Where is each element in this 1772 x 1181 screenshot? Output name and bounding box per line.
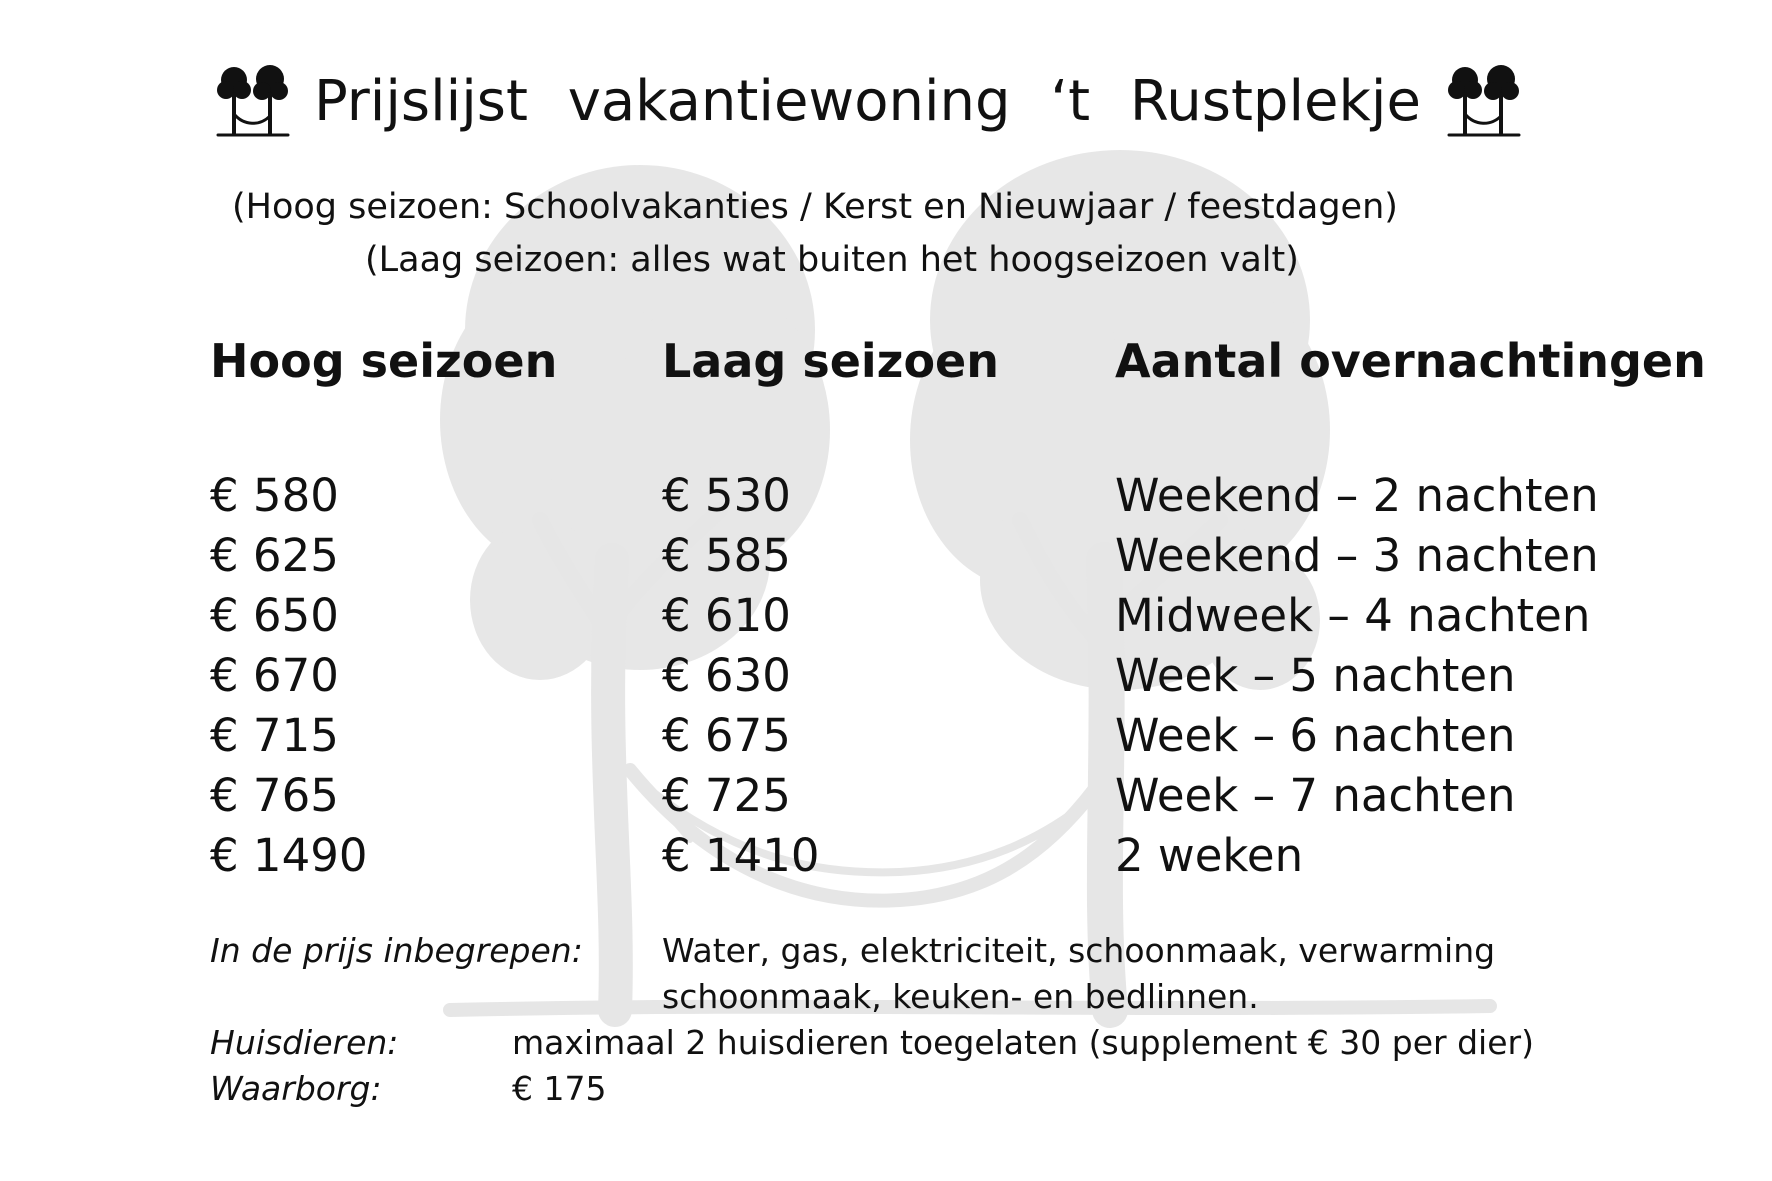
nights-label: Weekend – 3 nachten — [1115, 529, 1599, 582]
high-season-price: € 1490 — [210, 829, 368, 882]
included-value-line1: Water, gas, elektriciteit, schoonmaak, verwarming — [662, 931, 1496, 970]
column-header-nights: Aantal overnachtingen — [1115, 334, 1706, 388]
nights-label: Week – 7 nachten — [1115, 769, 1516, 822]
high-season-price: € 765 — [210, 769, 339, 822]
title-row — [210, 52, 1525, 152]
low-season-price: € 610 — [662, 589, 791, 642]
nights-label: Week – 6 nachten — [1115, 709, 1516, 762]
nights-label: Weekend – 2 nachten — [1115, 469, 1599, 522]
nights-label: Week – 5 nachten — [1115, 649, 1516, 702]
low-season-note: (Laag seizoen: alles wat buiten het hoogseizoen valt) — [365, 240, 1299, 280]
high-season-column — [210, 334, 558, 886]
high-season-price: € 715 — [210, 709, 339, 762]
trees-hammock-icon — [1441, 60, 1525, 144]
column-header-low-season: Laag seizoen — [662, 334, 1000, 388]
low-season-price: € 1410 — [662, 829, 820, 882]
pets-label: Huisdieren: — [210, 1023, 399, 1062]
included-value-line2: schoonmaak, keuken- en bedlinnen. — [662, 977, 1259, 1016]
nights-label: 2 weken — [1115, 829, 1304, 882]
page-title: Prijslijst vakantiewoning ‘t Rustplekje — [314, 69, 1421, 134]
nights-column — [1115, 334, 1706, 886]
low-season-price: € 530 — [662, 469, 791, 522]
low-season-price: € 630 — [662, 649, 791, 702]
high-season-price: € 625 — [210, 529, 339, 582]
deposit-label: Waarborg: — [210, 1069, 382, 1108]
low-season-price: € 725 — [662, 769, 791, 822]
low-season-price: € 675 — [662, 709, 791, 762]
deposit-value: € 175 — [512, 1069, 607, 1108]
included-label: In de prijs inbegrepen: — [210, 931, 583, 970]
low-season-column — [662, 334, 1000, 886]
column-header-high-season: Hoog seizoen — [210, 334, 558, 388]
low-season-price: € 585 — [662, 529, 791, 582]
nights-label: Midweek – 4 nachten — [1115, 589, 1591, 642]
high-season-price: € 650 — [210, 589, 339, 642]
high-season-price: € 580 — [210, 469, 339, 522]
pets-value: maximaal 2 huisdieren toegelaten (supplement € 30 per dier) — [512, 1023, 1534, 1062]
trees-hammock-icon — [210, 60, 294, 144]
high-season-note: (Hoog seizoen: Schoolvakanties / Kerst en Nieuwjaar / feestdagen) — [232, 187, 1398, 227]
high-season-price: € 670 — [210, 649, 339, 702]
